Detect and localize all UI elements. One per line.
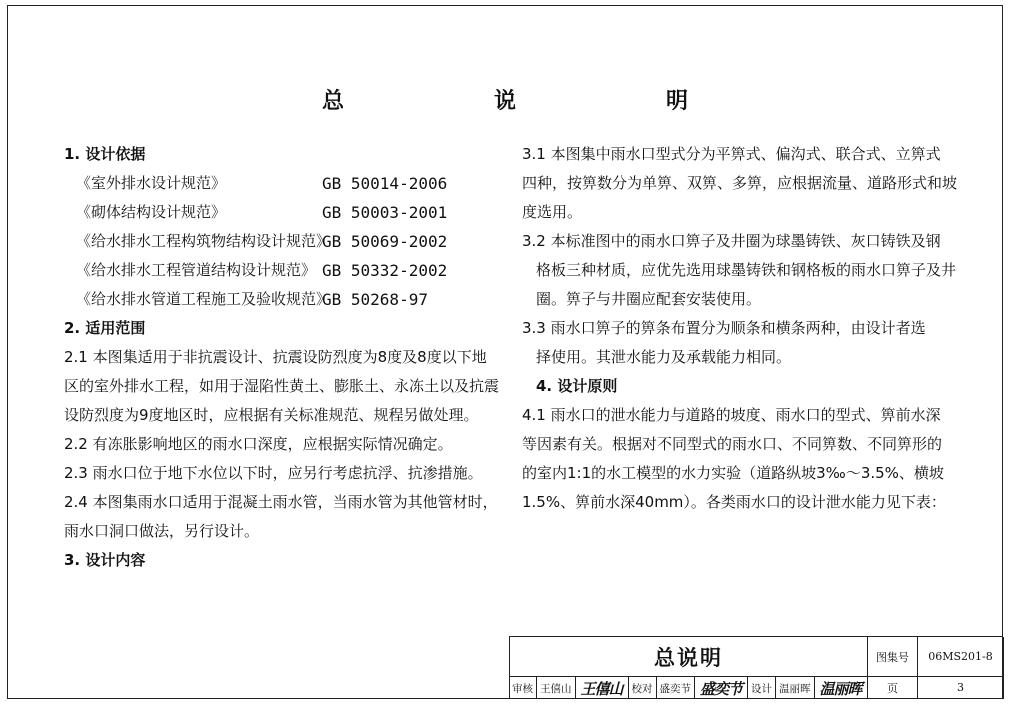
checker-signature: 盛奕节	[700, 679, 743, 698]
section-1-heading: 1. 设计依据	[64, 145, 146, 163]
page-number: 3	[918, 677, 1004, 699]
body-line: 3.3 雨水口箅子的箅条布置分为顺条和横条两种，由设计者选	[522, 319, 926, 337]
body-line: 格板三种材质，应优先选用球墨铸铁和钢格板的雨水口箅子及井	[536, 261, 957, 279]
page-label: 页	[868, 677, 918, 699]
body-line: 2.4 本图集雨水口适用于混凝土雨水管，当雨水管为其他管材时，	[64, 493, 498, 511]
page-title: 总 说 明	[321, 89, 752, 114]
reviewer-signature: 王僖山	[580, 679, 623, 698]
body-line: 2.3 雨水口位于地下水位以下时，应另行考虑抗浮、抗渗措施。	[64, 464, 483, 482]
right-column	[522, 140, 958, 517]
title-block	[509, 636, 1003, 699]
divider	[694, 677, 695, 699]
body-line: 的室内1:1的水工模型的水力实验（道路纵坡3‰～3.5%、横坡	[522, 464, 944, 482]
body-line: 择使用。其泄水能力及承载能力相同。	[536, 348, 792, 366]
reference-name: 《给水排水工程构筑物结构设计规范》	[76, 232, 332, 250]
reference-code: GB 50003-2001	[322, 203, 448, 222]
body-line: 3.2 本标准图中的雨水口箅子及井圈为球墨铸铁、灰口铸铁及钢	[522, 232, 941, 250]
body-line: 等因素有关。根据对不同型式的雨水口、不同箅数、不同箅形的	[522, 435, 943, 453]
designer-name: 温丽晖	[779, 682, 811, 695]
check-label: 校对	[631, 682, 653, 695]
body-line: 2.2 有冻胀影响地区的雨水口深度，应根据实际情况确定。	[64, 435, 453, 453]
reference-row	[64, 227, 504, 256]
design-label: 设计	[751, 682, 773, 695]
reference-name: 《室外排水设计规范》	[76, 174, 227, 192]
divider	[656, 677, 657, 699]
reference-row	[64, 256, 504, 285]
body-line: 四种，按箅数分为单箅、双箅、多箅，应根据流量、道路形式和坡	[522, 174, 958, 192]
body-line: 度选用。	[522, 203, 583, 221]
body-line: 1.5%、箅前水深40mm）。各类雨水口的设计泄水能力见下表：	[522, 493, 946, 511]
signature-row	[510, 677, 868, 699]
reference-row	[64, 198, 504, 227]
designer-signature: 温丽晖	[819, 679, 862, 698]
section-4-heading: 4. 设计原则	[536, 377, 618, 395]
divider	[775, 677, 776, 699]
body-line: 3.1 本图集中雨水口型式分为平箅式、偏沟式、联合式、立箅式	[522, 145, 941, 163]
divider	[747, 677, 748, 699]
reviewer-name: 王僖山	[540, 682, 572, 695]
atlas-number-label: 图集号	[868, 637, 918, 677]
reference-row	[64, 169, 504, 198]
reference-code: GB 50014-2006	[322, 174, 448, 193]
reference-code: GB 50332-2002	[322, 261, 448, 280]
divider	[575, 677, 576, 699]
body-line: 雨水口洞口做法，另行设计。	[64, 522, 260, 540]
drawing-title: 总说明	[510, 637, 868, 677]
section-2-heading: 2. 适用范围	[64, 319, 146, 337]
review-label: 审核	[512, 682, 533, 695]
reference-row	[64, 285, 504, 314]
divider	[814, 677, 815, 699]
body-line: 设防烈度为9度地区时，应根据有关标准规范、规程另做处理。	[64, 406, 479, 424]
body-line: 4.1 雨水口的泄水能力与道路的坡度、雨水口的型式、箅前水深	[522, 406, 941, 424]
left-column	[64, 140, 504, 575]
body-line: 区的室外排水工程，如用于湿陷性黄土、膨胀土、永冻土以及抗震	[64, 377, 500, 395]
checker-name: 盛奕节	[659, 682, 692, 695]
section-3-heading: 3. 设计内容	[64, 551, 146, 569]
reference-name: 《给水排水管道工程施工及验收规范》	[76, 290, 332, 308]
reference-code: GB 50069-2002	[322, 232, 448, 251]
divider	[628, 677, 629, 699]
reference-name: 《给水排水工程管道结构设计规范》	[76, 261, 317, 279]
body-line: 圈。箅子与井圈应配套安装使用。	[536, 290, 762, 308]
atlas-number: 06MS201-8	[918, 637, 1004, 677]
reference-code: GB 50268-97	[322, 290, 428, 309]
body-line: 2.1 本图集适用于非抗震设计、抗震设防烈度为8度及8度以下地	[64, 348, 487, 366]
reference-name: 《砌体结构设计规范》	[76, 203, 227, 221]
divider	[536, 677, 537, 699]
